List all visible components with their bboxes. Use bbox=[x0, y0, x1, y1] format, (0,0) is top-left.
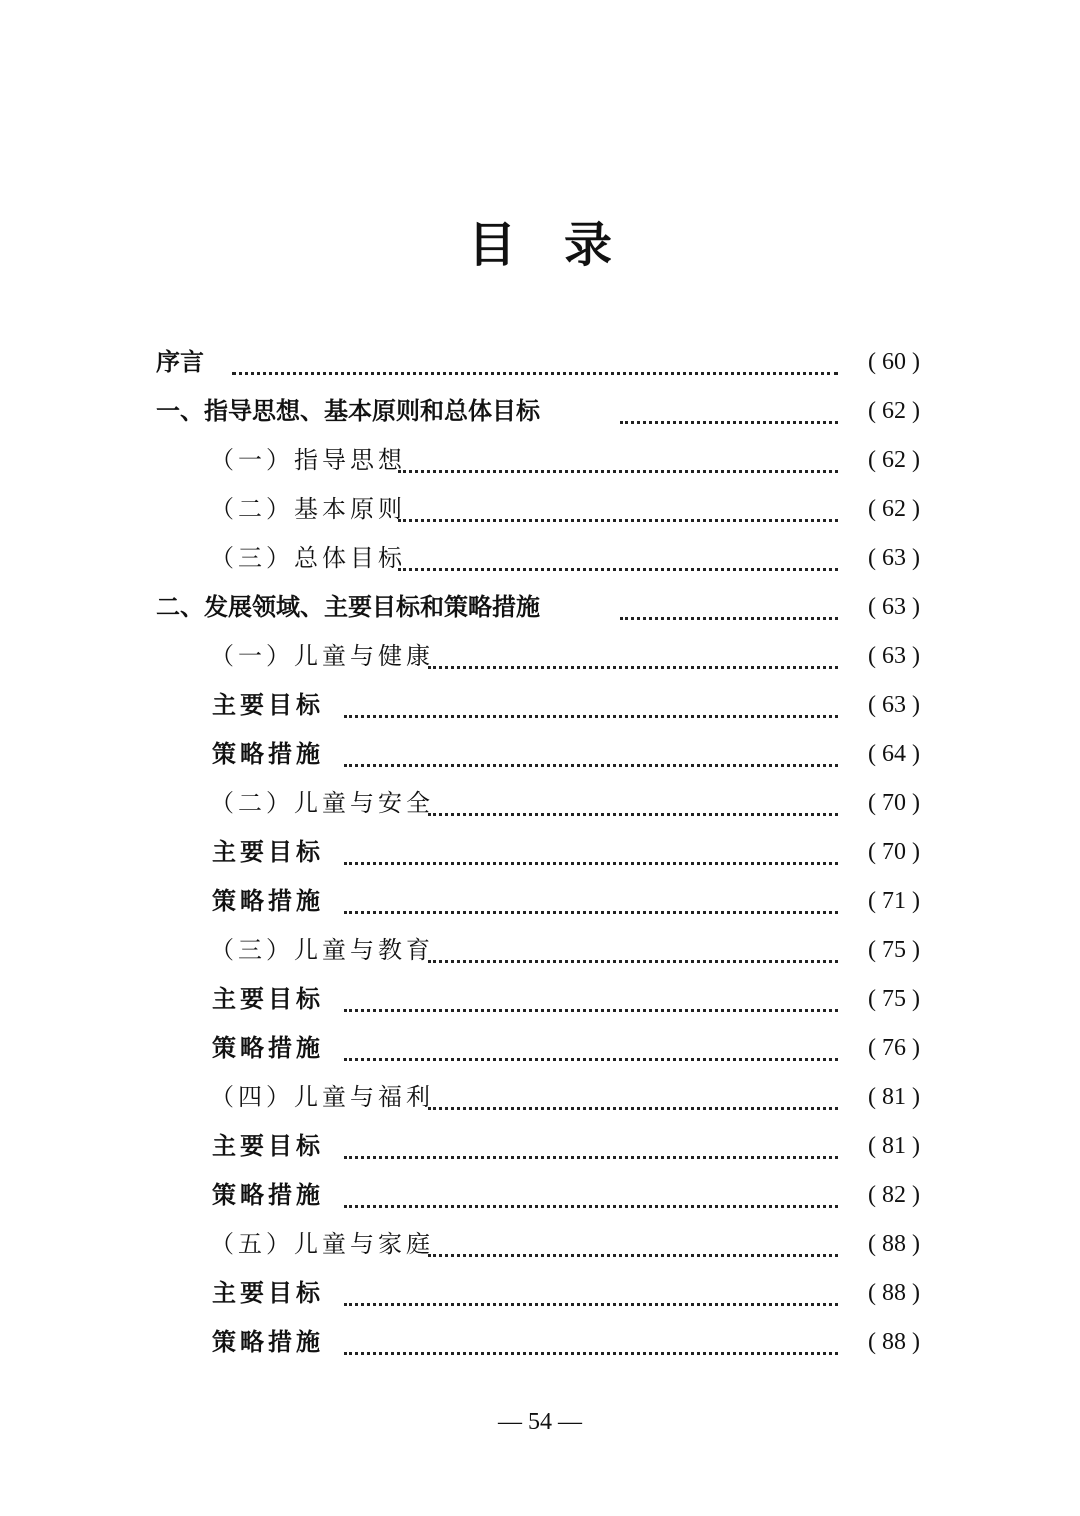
toc-entry-label: 序言 bbox=[156, 348, 204, 376]
toc-leader-dots bbox=[232, 372, 838, 375]
toc-page-number: ( 60 ) bbox=[868, 349, 920, 375]
toc-leader-dots bbox=[344, 862, 838, 865]
toc-entry-subsection[interactable] bbox=[0, 534, 1080, 583]
toc-entry-preface[interactable] bbox=[0, 338, 1080, 387]
page-title: 目录 bbox=[467, 217, 660, 273]
toc-entry-item[interactable] bbox=[0, 828, 1080, 877]
toc-entry-label: （一）指导思想 bbox=[210, 446, 406, 474]
toc-leader-dots bbox=[344, 911, 838, 914]
toc-leader-dots bbox=[428, 1107, 838, 1110]
toc-leader-dots bbox=[428, 813, 838, 816]
toc-leader-dots bbox=[344, 1205, 838, 1208]
toc-entry-item[interactable] bbox=[0, 877, 1080, 926]
toc-entry-item[interactable] bbox=[0, 1024, 1080, 1073]
toc-leader-dots bbox=[344, 1303, 838, 1306]
toc-entry-label: 二、发展领域、主要目标和策略措施 bbox=[156, 593, 540, 621]
toc-leader-dots bbox=[428, 1254, 838, 1257]
toc-entry-label: （一）儿童与健康 bbox=[210, 642, 434, 670]
toc-page-number: ( 63 ) bbox=[868, 594, 920, 620]
toc-entry-subsection[interactable] bbox=[0, 779, 1080, 828]
toc-entry-label: 主要目标 bbox=[212, 1132, 324, 1160]
toc-page-number: ( 63 ) bbox=[868, 545, 920, 571]
toc-entry-subsection[interactable] bbox=[0, 1220, 1080, 1269]
toc-entry-section-1[interactable] bbox=[0, 387, 1080, 436]
toc-entry-item[interactable] bbox=[0, 1269, 1080, 1318]
toc-entry-label: 主要目标 bbox=[212, 985, 324, 1013]
toc-leader-dots bbox=[344, 1009, 838, 1012]
toc-entry-label: 策略措施 bbox=[212, 1181, 324, 1209]
toc-page-number: ( 64 ) bbox=[868, 741, 920, 767]
toc-entry-subsection[interactable] bbox=[0, 485, 1080, 534]
toc-entry-item[interactable] bbox=[0, 1171, 1080, 1220]
toc-entry-label: 主要目标 bbox=[212, 838, 324, 866]
toc-entry-label: 主要目标 bbox=[212, 691, 324, 719]
toc-entry-label: 策略措施 bbox=[212, 1328, 324, 1356]
toc-page-number: ( 62 ) bbox=[868, 398, 920, 424]
toc-entry-label: 策略措施 bbox=[212, 1034, 324, 1062]
toc-page-number: ( 70 ) bbox=[868, 839, 920, 865]
toc-entry-subsection[interactable] bbox=[0, 436, 1080, 485]
toc-entry-label: （二）儿童与安全 bbox=[210, 789, 434, 817]
toc-leader-dots bbox=[428, 960, 838, 963]
toc-entry-label: （三）儿童与教育 bbox=[210, 936, 434, 964]
toc-page-number: ( 62 ) bbox=[868, 447, 920, 473]
toc-page-number: ( 82 ) bbox=[868, 1182, 920, 1208]
toc-page-number: ( 62 ) bbox=[868, 496, 920, 522]
toc-entry-label: （三）总体目标 bbox=[210, 544, 406, 572]
toc-leader-dots bbox=[344, 715, 838, 718]
toc-entry-subsection[interactable] bbox=[0, 926, 1080, 975]
toc-entry-item[interactable] bbox=[0, 1122, 1080, 1171]
toc-entry-label: 策略措施 bbox=[212, 740, 324, 768]
toc-entry-item[interactable] bbox=[0, 730, 1080, 779]
toc-entry-item[interactable] bbox=[0, 1318, 1080, 1367]
toc-page-number: ( 63 ) bbox=[868, 692, 920, 718]
toc-leader-dots bbox=[620, 617, 838, 620]
toc-leader-dots bbox=[398, 568, 838, 571]
toc-entry-label: 一、指导思想、基本原则和总体目标 bbox=[156, 397, 540, 425]
toc-page-number: ( 88 ) bbox=[868, 1329, 920, 1355]
toc-entry-label: （四）儿童与福利 bbox=[210, 1083, 434, 1111]
toc-entry-item[interactable] bbox=[0, 975, 1080, 1024]
toc-leader-dots bbox=[344, 1352, 838, 1355]
toc-page-number: ( 75 ) bbox=[868, 986, 920, 1012]
toc-entry-label: 主要目标 bbox=[212, 1279, 324, 1307]
toc-leader-dots bbox=[398, 519, 838, 522]
toc-entry-label: （五）儿童与家庭 bbox=[210, 1230, 434, 1258]
toc-entry-subsection[interactable] bbox=[0, 632, 1080, 681]
toc-page-number: ( 75 ) bbox=[868, 937, 920, 963]
toc-leader-dots bbox=[344, 1058, 838, 1061]
toc-page-number: ( 76 ) bbox=[868, 1035, 920, 1061]
toc-entry-label: 策略措施 bbox=[212, 887, 324, 915]
toc-page-number: ( 63 ) bbox=[868, 643, 920, 669]
toc-entry-subsection[interactable] bbox=[0, 1073, 1080, 1122]
toc-leader-dots bbox=[344, 1156, 838, 1159]
toc-entry-section-2[interactable] bbox=[0, 583, 1080, 632]
toc-page-number: ( 81 ) bbox=[868, 1084, 920, 1110]
toc-entry-item[interactable] bbox=[0, 681, 1080, 730]
toc-page-number: ( 71 ) bbox=[868, 888, 920, 914]
toc-page-number: ( 70 ) bbox=[868, 790, 920, 816]
toc-page-number: ( 88 ) bbox=[868, 1280, 920, 1306]
page-number-footer: — 54 — bbox=[498, 1409, 582, 1435]
toc-leader-dots bbox=[620, 421, 838, 424]
toc-leader-dots bbox=[428, 666, 838, 669]
toc-leader-dots bbox=[398, 470, 838, 473]
toc-leader-dots bbox=[344, 764, 838, 767]
toc-page-number: ( 88 ) bbox=[868, 1231, 920, 1257]
toc-page-number: ( 81 ) bbox=[868, 1133, 920, 1159]
toc-entry-label: （二）基本原则 bbox=[210, 495, 406, 523]
